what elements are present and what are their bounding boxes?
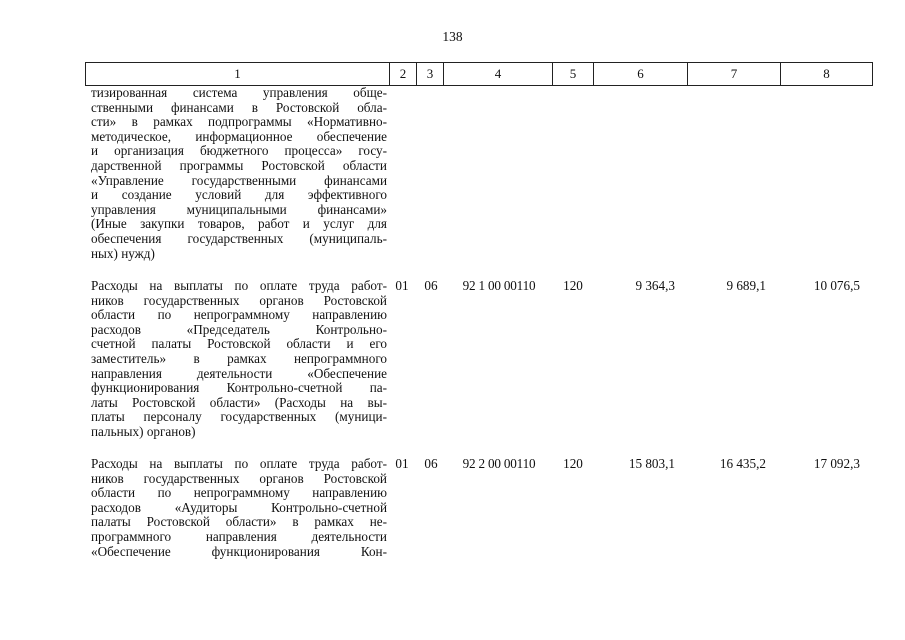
column-number-header	[85, 62, 873, 86]
cell-subsection: 06	[424, 456, 438, 471]
description-line: ных) нужд)	[91, 246, 155, 261]
description-line: управления муниципальными финансами»	[91, 202, 387, 217]
description-line: Расходы на выплаты по оплате труда работ-	[91, 279, 387, 293]
description-line: счетной палаты Ростовской области и его	[91, 337, 387, 352]
description-line: дарственной программы Ростовской области	[91, 158, 387, 173]
description-line: пальных) органов)	[91, 424, 196, 439]
cell-target-article: 92 1 00 00110	[462, 278, 536, 293]
description-line: заместитель» в рамках непрограммного	[91, 351, 387, 366]
cell-amount-col-6: 15 803,1	[628, 456, 675, 471]
header-col-2: 2	[390, 63, 417, 86]
cell-amount-col-8: 17 092,3	[813, 456, 860, 471]
header-col-8: 8	[781, 63, 873, 86]
header-row	[86, 63, 873, 86]
description-line: (Иные закупки товаров, работ и услуг для	[91, 217, 387, 232]
page-number: 138	[442, 29, 463, 44]
description-line: области по непрограммному направлению	[91, 308, 387, 323]
description-line: платы персоналу государственных (муници-	[91, 410, 387, 425]
cell-amount-col-8: 10 076,5	[813, 278, 860, 293]
description-line: направления деятельности «Обеспечение	[91, 366, 387, 381]
description-line: и создание условий для эффективного	[91, 188, 387, 203]
description-line: «Управление государственными финансами	[91, 173, 387, 188]
cell-target-article: 92 2 00 00110	[462, 456, 536, 471]
description-line: Расходы на выплаты по оплате труда работ-	[91, 457, 387, 471]
header-col-5: 5	[553, 63, 594, 86]
header-col-4: 4	[444, 63, 553, 86]
description-line: области по непрограммному направлению	[91, 486, 387, 501]
cell-expense-type: 120	[563, 278, 583, 293]
description-line: методическое, информационное обеспечение	[91, 129, 387, 144]
description-line: тизированная система управления обще-	[91, 86, 387, 100]
cell-amount-col-7: 16 435,2	[719, 456, 766, 471]
header-col-3: 3	[417, 63, 444, 86]
row-description	[91, 457, 387, 559]
description-line: программного направления деятельности	[91, 529, 387, 544]
description-line: обеспечения государственных (муниципаль-	[91, 231, 387, 246]
description-line: и организация бюджетного процесса» госу-	[91, 144, 387, 159]
description-line: функционирования Контрольно-счетной па-	[91, 381, 387, 396]
cell-expense-type: 120	[563, 456, 583, 471]
cell-section: 01	[395, 278, 409, 293]
description-line: «Обеспечение функционирования Кон-	[91, 544, 387, 559]
description-line: сти» в рамках подпрограммы «Нормативно-	[91, 115, 387, 130]
header-col-1: 1	[86, 63, 390, 86]
cell-section: 01	[395, 456, 409, 471]
description-line: ственными финансами в Ростовской обла-	[91, 100, 387, 115]
description-line: латы Ростовской области» (Расходы на вы-	[91, 395, 387, 410]
row-description	[91, 86, 387, 261]
description-line: расходов «Аудиторы Контрольно-счетной	[91, 500, 387, 515]
description-line: расходов «Председатель Контрольно-	[91, 322, 387, 337]
cell-amount-col-6: 9 364,3	[635, 278, 675, 293]
cell-amount-col-7: 9 689,1	[726, 278, 766, 293]
header-col-7: 7	[688, 63, 781, 86]
description-line: ников государственных органов Ростовской	[91, 293, 387, 308]
description-line: палаты Ростовской области» в рамках не-	[91, 515, 387, 530]
cell-subsection: 06	[424, 278, 438, 293]
header-col-6: 6	[594, 63, 688, 86]
row-description	[91, 279, 387, 440]
description-line: ников государственных органов Ростовской	[91, 471, 387, 486]
